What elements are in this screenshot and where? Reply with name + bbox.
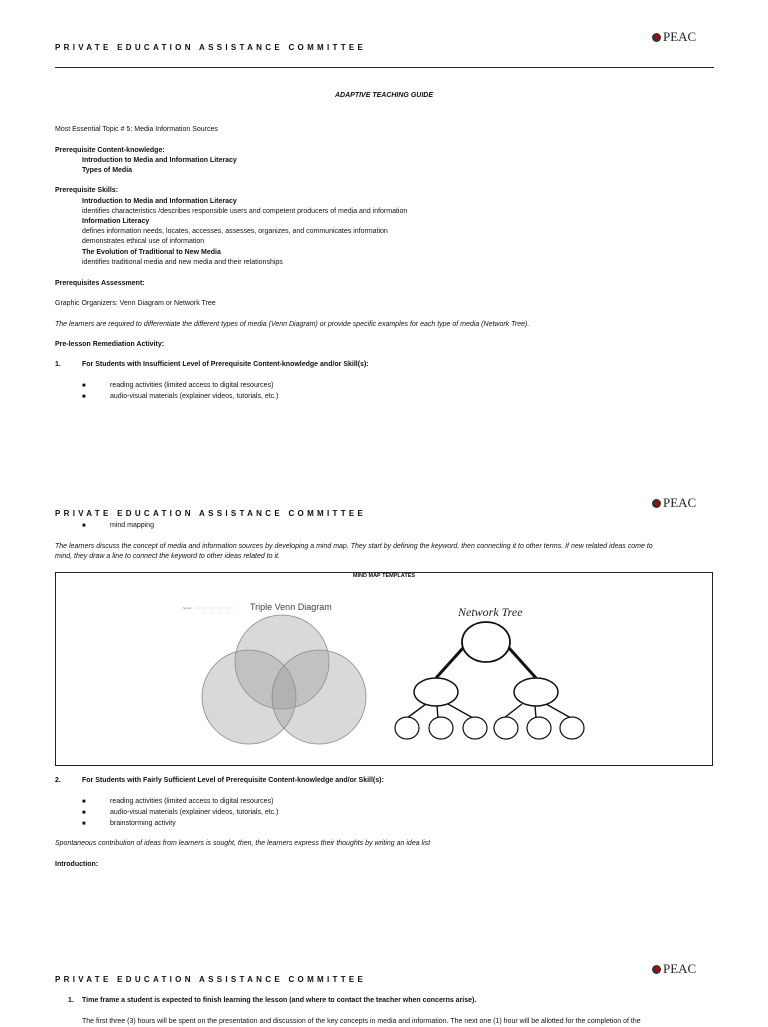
prereq-skills-heading: Prerequisite Skills: [55,187,119,194]
skill-line: identifies characteristics /describes responsible users and competent producers of media and information [82,208,408,215]
tree-leaf-node [527,717,551,739]
list-number: 2. [55,777,61,784]
committee-header: PRIVATE EDUCATION ASSISTANCE COMMITTEE [55,509,367,518]
introduction-heading: Introduction: [55,861,99,868]
header-rule [55,67,714,68]
prereq-content-item: Types of Media [82,167,133,174]
bullet-square-icon: ■ [82,799,86,805]
skill-line: defines information needs, locates, accesses, assesses, organizes, and communicates information [82,228,388,235]
bullet-item: audio-visual materials (explainer videos, tutorials, etc.) [110,393,279,400]
list-number: 1. [68,997,74,1004]
bullet-item: mind mapping [110,522,154,529]
bullet-item: brainstorming activity [110,820,176,827]
committee-header: PRIVATE EDUCATION ASSISTANCE COMMITTEE [55,43,367,52]
document-title: ADAPTIVE TEACHING GUIDE [334,92,433,99]
committee-header: PRIVATE EDUCATION ASSISTANCE COMMITTEE [55,975,367,984]
venn-title: Triple Venn Diagram [250,602,332,612]
tree-branch-node [414,678,458,706]
list-number: 1. [55,361,61,368]
tree-leaf-node [494,717,518,739]
tree-link [535,706,536,718]
learners-required-line: The learners are required to differentiate the different types of media (Venn Diagram) or provide specific examples for each type of media (Network Tree). [55,321,530,328]
tree-leaf-node [395,717,419,739]
bullet-square-icon: ■ [82,394,86,400]
prereq-content-heading: Prerequisite Content-knowledge: [55,147,165,154]
remediation-heading: Pre-lesson Remediation Activity: [55,341,165,348]
tree-link [407,704,426,718]
skill-line: Introduction to Media and Information Literacy [82,198,237,205]
skill-line: demonstrates ethical use of information [82,238,205,245]
tree-leaf-node [429,717,453,739]
tree-link [437,706,438,718]
peac-logo [652,29,696,45]
bullet-item: reading activities (limited access to digital resources) [110,798,274,805]
item1-heading: For Students with Insufficient Level of Prerequisite Content-knowledge and/or Skill(s): [82,361,369,368]
peac-logo [652,961,696,977]
time-frame-heading: Time frame a student is expected to finish learning the lesson (and where to contact the teacher when concerns arise). [82,997,477,1004]
assessment-heading: Prerequisites Assessment: [55,280,145,287]
bullet-square-icon: ■ [82,821,86,827]
bullet-item: reading activities (limited access to digital resources) [110,382,274,389]
tree-title: Network Tree [458,605,523,619]
bullet-square-icon: ■ [82,810,86,816]
peac-logo-icon [652,965,661,974]
skill-line: Information Literacy [82,218,150,225]
topic-line: Most Essential Topic # 5: Media Information Sources [55,126,218,133]
peac-logo-icon [652,33,661,42]
tree-leaf-node [560,717,584,739]
tree-link [448,704,473,718]
tree-link [504,704,522,718]
mind-map-templates-box [55,572,713,766]
network-tree-diagram [390,598,600,748]
peac-logo-text: PEAC [663,961,697,976]
bullet-square-icon: ■ [82,383,86,389]
tree-link [546,704,571,718]
templates-title: MIND MAP TEMPLATES [352,573,416,579]
bullet-item: audio-visual materials (explainer videos, tutorials, etc.) [110,809,279,816]
venn-name-label: Name: [183,606,192,610]
venn-circle-right [272,650,366,744]
partial-paragraph: The first three (3) hours will be spent on the presentation and discussion of the key concepts in media and information. The next one (1) hour will be allotted for the completion of the [82,1018,641,1025]
prereq-content-item: Introduction to Media and Information Literacy [82,157,237,164]
graphic-organizers-line: Graphic Organizers: Venn Diagram or Network Tree [55,300,216,307]
tree-root-node [462,622,510,662]
spontaneous-line: Spontaneous contribution of ideas from learners is sought, then, the learners express their thoughts by writing an idea list [55,840,431,847]
peac-logo-text: PEAC [663,29,697,44]
skill-line: identifies traditional media and new media and their relationships [82,259,283,266]
skill-line: The Evolution of Traditional to New Media [82,249,221,256]
tree-branch-node [514,678,558,706]
peac-logo [652,495,696,511]
tree-leaf-node [463,717,487,739]
item2-heading: For Students with Fairly Sufficient Level of Prerequisite Content-knowledge and/or Skill(s): [82,777,384,784]
peac-logo-icon [652,499,661,508]
peac-logo-text: PEAC [663,495,697,510]
discuss-line: The learners discuss the concept of media and information sources by developing a mind map. They start by defining the keyword, then connecting it to other terms. If new related ideas come to [55,543,653,550]
bullet-square-icon: ■ [82,523,86,529]
triple-venn-diagram [180,596,380,746]
discuss-line: mind, they draw a line to connect the keyword to other ideas related to it. [55,553,280,560]
